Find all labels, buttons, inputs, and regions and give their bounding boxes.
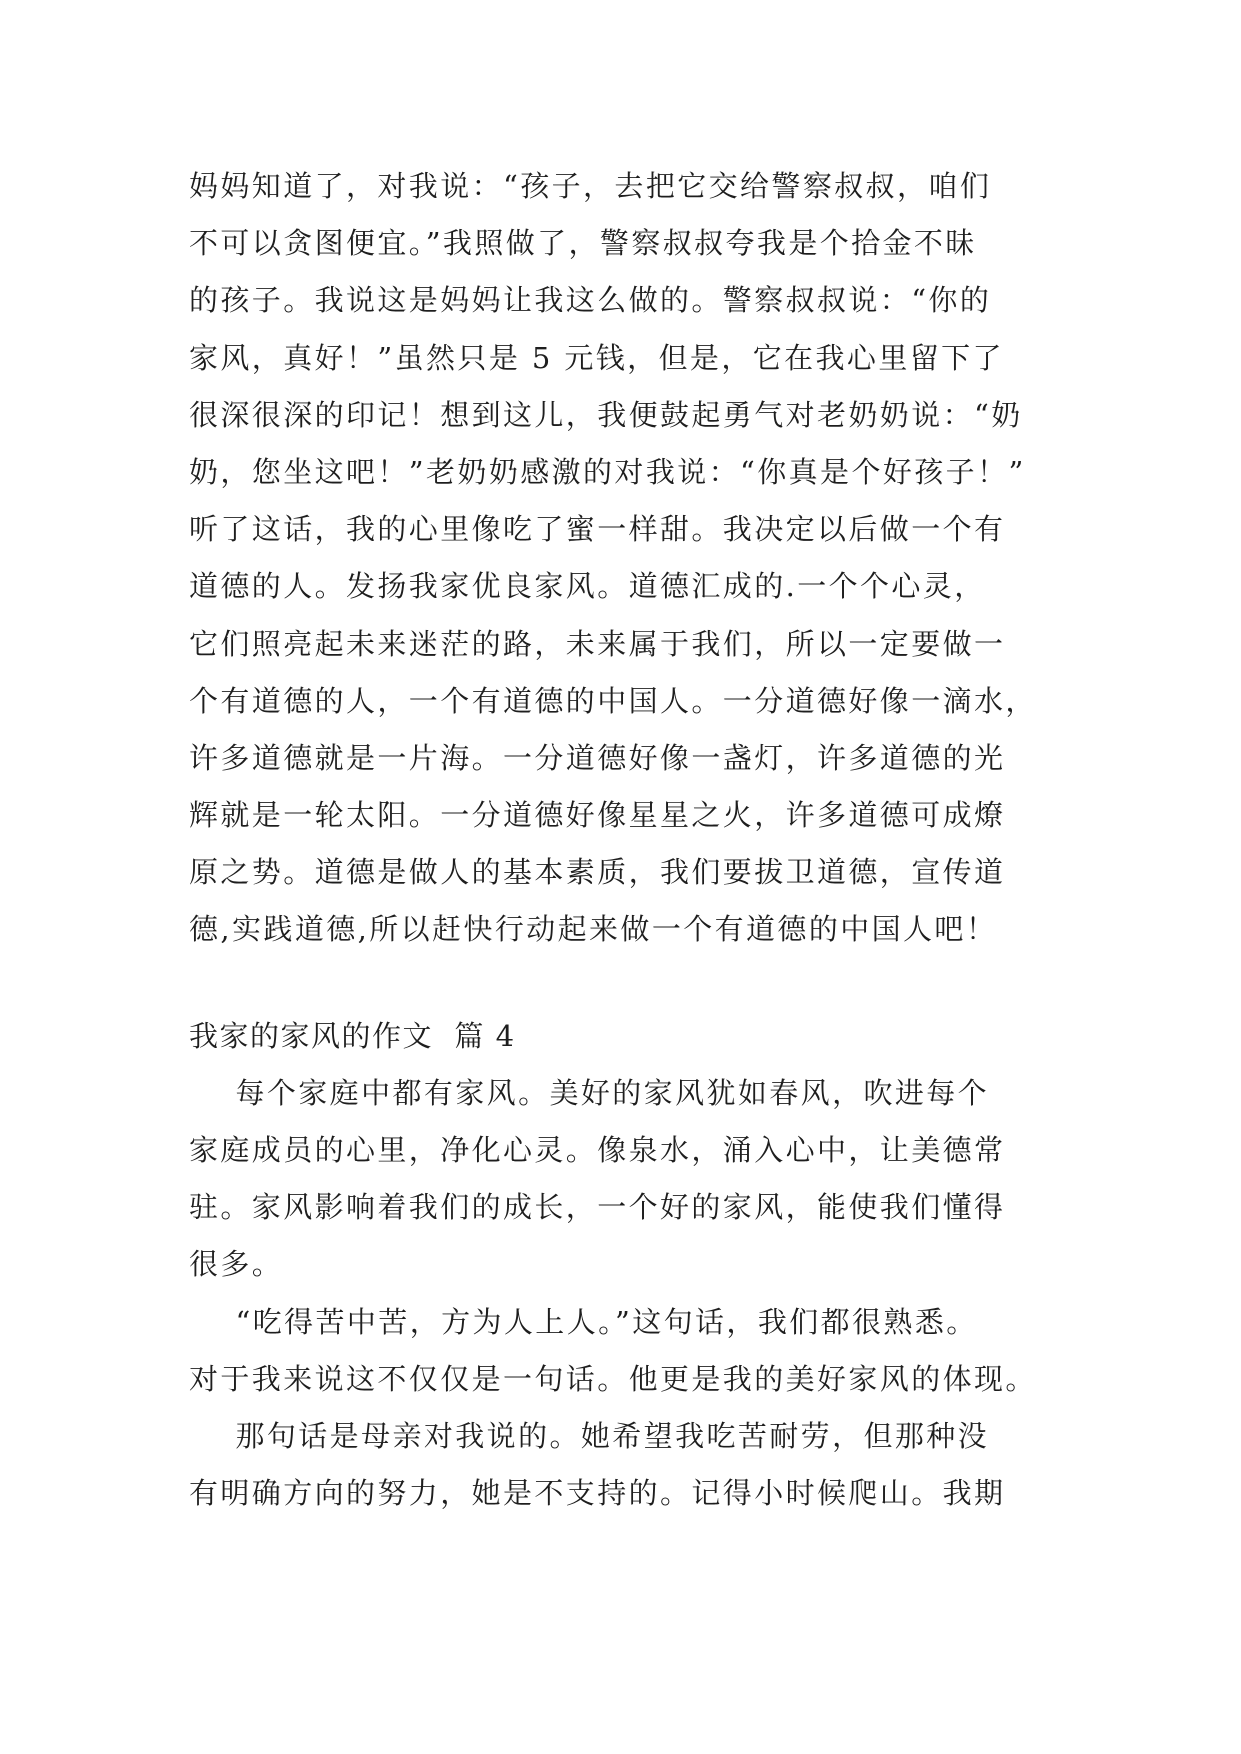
text-line: 每个家庭中都有家风。美好的家风犹如春风，吹进每个: [189, 1075, 990, 1110]
paragraph-block-1: [189, 158, 1069, 959]
text-line: 许多道德就是一片海。一分道德好像一盏灯，许多道德的光: [189, 740, 1006, 775]
text-line: 听了这话，我的心里像吃了蜜一样甜。我决定以后做一个有: [189, 512, 1006, 547]
document-body: [189, 158, 1069, 1522]
text-line: 家庭成员的心里，净化心灵。像泉水，涌入心中，让美德常: [189, 1133, 1006, 1167]
text-line: 有明确方向的努力，她是不支持的。记得小时候爬山。我期: [189, 1476, 1006, 1511]
text-line: 那句话是母亲对我说的。她希望我吃苦耐劳，但那种没: [189, 1418, 990, 1453]
text-line: 的孩子。我说这是妈妈让我这么做的。警察叔叔说：“你的: [189, 283, 992, 318]
text-line: 很深很深的印记！想到这儿，我便鼓起勇气对老奶奶说：“奶: [189, 397, 1023, 432]
text-line: 很多。: [189, 1247, 284, 1282]
text-line: 德,实践道德,所以赶快行动起来做一个有道德的中国人吧！: [189, 912, 998, 947]
text-line: 对于我来说这不仅仅是一句话。他更是我的美好家风的体现。: [189, 1361, 1037, 1396]
text-line: “吃得苦中苦，方为人上人。”这句话，我们都很熟悉。: [189, 1304, 978, 1339]
text-line: 个有道德的人，一个有道德的中国人。一分道德好像一滴水，: [189, 683, 1037, 718]
text-line: 它们照亮起未来迷茫的路，未来属于我们，所以一定要做一: [189, 626, 1006, 661]
section-heading: 我家的家风的作文 篇 4: [189, 1018, 516, 1053]
text-line: 驻。家风影响着我们的成长，一个好的家风，能使我们懂得: [189, 1190, 1006, 1225]
text-line: 不可以贪图便宜。”我照做了，警察叔叔夸我是个拾金不昧: [189, 226, 977, 261]
text-line: 道德的人。发扬我家优良家风。道德汇成的.一个个心灵，: [189, 569, 986, 604]
paragraph-block-2: [189, 1065, 1069, 1523]
text-line: 原之势。道德是做人的基本素质，我们要拔卫道德，宣传道: [189, 855, 1006, 890]
paragraph-gap: [189, 959, 1069, 1008]
text-line: 辉就是一轮太阳。一分道德好像星星之火，许多道德可成燎: [189, 798, 1006, 833]
text-line: 妈妈知道了，对我说：“孩子，去把它交给警察叔叔，咱们: [189, 169, 992, 203]
text-line: 奶，您坐这吧！”老奶奶感激的对我说：“你真是个好孩子！”: [189, 454, 1026, 489]
text-line: 家风，真好！”虽然只是 5 元钱，但是，它在我心里留下了: [189, 340, 1004, 375]
